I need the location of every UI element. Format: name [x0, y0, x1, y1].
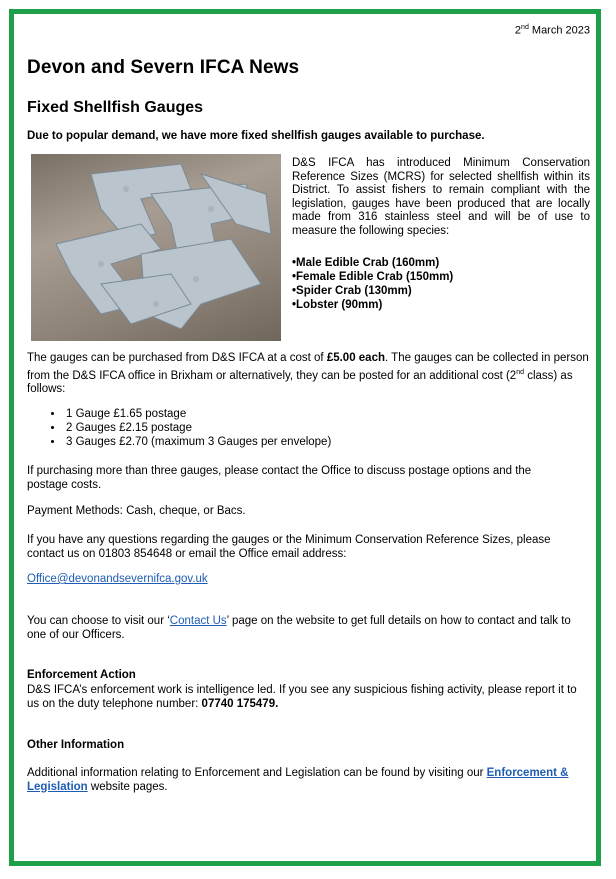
contact-us-link[interactable]: Contact Us — [169, 615, 227, 627]
article-lead: Due to popular demand, we have more fixed shellfish gauges available to purchase. — [27, 130, 485, 142]
postage-item: • 1 Gauge £1.65 postage — [64, 407, 331, 421]
other-info-paragraph: Additional information relating to Enforcement and Legislation can be found by visiting our Enforcement & Legislation website pages. — [27, 767, 569, 793]
species-list — [292, 256, 453, 312]
enforcement-legislation-link[interactable]: Enforcement & Legislation — [27, 767, 569, 793]
payment-methods: Payment Methods: Cash, cheque, or Bacs. — [27, 505, 246, 517]
species-item: •Spider Crab (130mm) — [292, 285, 412, 297]
newsletter-title: Devon and Severn IFCA News — [27, 57, 300, 78]
duty-phone: 07740 175479. — [201, 697, 279, 710]
postage-item: • 3 Gauges £2.70 (maximum 3 Gauges per envelope) — [64, 435, 331, 449]
intro-paragraph: D&S IFCA has introduced Minimum Conservation Reference Sizes (MCRS) for selected shellfish within its District. To assist fishers to remain compliant with the legislation, gauges have been produced that are locally made from 316 stainless steel and will be of use to measure the following species: — [292, 157, 590, 237]
more-than-three-paragraph: If purchasing more than three gauges, please contact the Office to discuss postage options and the postage costs. — [27, 465, 532, 491]
species-item: •Male Edible Crab (160mm) — [292, 257, 440, 269]
gauges-photo — [31, 154, 281, 341]
species-item: •Female Edible Crab (150mm) — [292, 271, 454, 283]
email-link[interactable]: Office@devonandsevernifca.gov.uk — [27, 573, 208, 585]
species-item: •Lobster (90mm) — [292, 299, 383, 311]
email-line — [27, 573, 208, 587]
price-paragraph: The gauges can be purchased from D&S IFCA at a cost of £5.00 each. The gauges can be collected in person from the D&S IFCA office in Brixham or alternatively, they can be posted for an additional cost (2nd class) as follows: — [27, 352, 589, 395]
enforcement-paragraph: D&S IFCA’s enforcement work is intelligence led. If you see any suspicious fishing activity, please report it to us on the duty telephone number: 07740 175479. — [27, 684, 577, 710]
questions-paragraph: If you have any questions regarding the gauges or the Minimum Conservation Reference Sizes, please contact us on 01803 854648 or email the Office email address: — [27, 534, 551, 560]
enforcement-heading: Enforcement Action — [27, 669, 136, 681]
other-info-heading: Other Information — [27, 739, 125, 751]
price-value: £5.00 each — [326, 352, 385, 364]
article-heading: Fixed Shellfish Gauges — [27, 99, 204, 116]
postage-list — [27, 407, 331, 449]
visit-paragraph: You can choose to visit our ‘Contact Us’ page on the website to get full details on how to contact and talk to one of our Officers. — [27, 615, 571, 641]
newsletter-date: 2nd March 2023 — [514, 24, 590, 37]
postage-item: • 2 Gauges £2.15 postage — [64, 421, 331, 435]
